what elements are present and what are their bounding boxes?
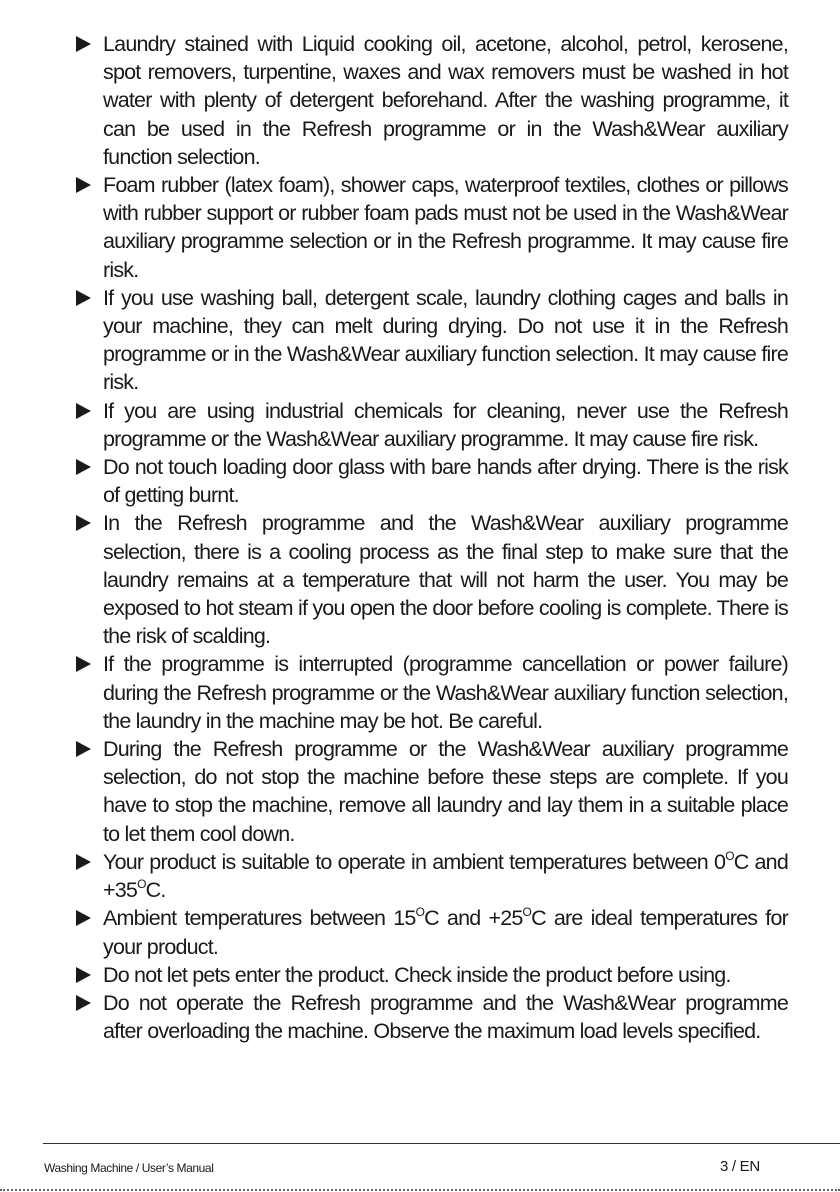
triangle-bullet-icon bbox=[76, 967, 91, 983]
bullet-text: Do not operate the Refresh programme and the Wash&Wear programme after overloading the machine. Observe the maximum load levels specified. bbox=[103, 990, 788, 1044]
bullet-item bbox=[76, 30, 788, 171]
triangle-bullet-icon bbox=[76, 854, 91, 870]
bullet-item bbox=[76, 904, 788, 960]
triangle-bullet-icon bbox=[76, 177, 91, 193]
footer-divider bbox=[43, 1143, 840, 1144]
bullet-item bbox=[76, 284, 788, 397]
bullet-item bbox=[76, 453, 788, 509]
degree-superscript: O bbox=[725, 848, 734, 863]
bullet-item bbox=[76, 848, 788, 904]
bullet-text: Foam rubber (latex foam), shower caps, waterproof textiles, clothes or pillows with rubber support or rubber foam pads must not be used in the Wash&Wear auxiliary programme selection or in the Refresh programme. It may cause fire risk. bbox=[103, 173, 788, 282]
triangle-bullet-icon bbox=[76, 995, 91, 1011]
bullet-item bbox=[76, 171, 788, 284]
bullet-item bbox=[76, 961, 788, 989]
bullet-text: During the Refresh programme or the Wash&Wear auxiliary programme selection, do not stop the machine before these steps are complete. If you have to stop the machine, remove all laundry and lay them in a suitable place to let them cool down. bbox=[103, 737, 788, 846]
bullet-text: Do not let pets enter the product. Check inside the product before using. bbox=[103, 962, 731, 987]
bullet-text bbox=[103, 850, 788, 902]
triangle-bullet-icon bbox=[76, 36, 91, 52]
bullet-text bbox=[103, 906, 788, 958]
triangle-bullet-icon bbox=[76, 515, 91, 531]
triangle-bullet-icon bbox=[76, 910, 91, 926]
bullet-text: If the programme is interrupted (programme cancellation or power failure) during the Refresh programme or the Wash&Wear auxiliary function selection, the laundry in the machine may be hot. Be careful. bbox=[103, 652, 788, 733]
page-bottom-dotted-edge bbox=[0, 1189, 840, 1191]
bullet-item bbox=[76, 509, 788, 650]
triangle-bullet-icon bbox=[76, 741, 91, 757]
bullet-text-part: C are ideal temperatures for your product. bbox=[103, 906, 788, 959]
triangle-bullet-icon bbox=[76, 656, 91, 672]
triangle-bullet-icon bbox=[76, 403, 91, 419]
safety-bullet-list bbox=[76, 30, 788, 1045]
triangle-bullet-icon bbox=[76, 459, 91, 475]
degree-superscript: O bbox=[415, 905, 425, 920]
degree-superscript: O bbox=[522, 905, 532, 920]
bullet-text-part: C and +25 bbox=[424, 906, 523, 931]
bullet-text: In the Refresh programme and the Wash&Wear auxiliary programme selection, there is a cooling process as the final step to make sure that the laundry remains at a temperature that will not harm the user. You may be exposed to hot steam if you open the door before cooling is complete. There is the risk of scalding. bbox=[103, 511, 788, 649]
degree-superscript: O bbox=[137, 876, 146, 891]
footer-page-number: 3 / EN bbox=[720, 1158, 760, 1175]
triangle-bullet-icon bbox=[76, 290, 91, 306]
bullet-item bbox=[76, 989, 788, 1045]
footer-manual-title: Washing Machine / User’s Manual bbox=[44, 1161, 214, 1175]
bullet-item bbox=[76, 735, 788, 848]
bullet-item bbox=[76, 397, 788, 453]
bullet-text: If you use washing ball, detergent scale, laundry clothing cages and balls in your machine, they can melt during drying. Do not use it in the Refresh programme or in the Wash&Wear auxiliary function selection. It may cause fire risk. bbox=[103, 285, 788, 395]
bullet-text: If you are using industrial chemicals for cleaning, never use the Refresh programme or the Wash&Wear auxiliary programme. It may cause fire risk. bbox=[103, 398, 788, 451]
bullet-item bbox=[76, 650, 788, 735]
bullet-text-part: C and +35 bbox=[103, 849, 788, 903]
bullet-text-part: Ambient temperatures between 15 bbox=[103, 906, 416, 931]
bullet-text-part: C. bbox=[145, 878, 166, 903]
bullet-text-part: Your product is suitable to operate in ambient temperatures between 0 bbox=[103, 849, 726, 874]
bullet-text: Do not touch loading door glass with bare hands after drying. There is the risk of getting burnt. bbox=[103, 455, 788, 508]
bullet-text: Laundry stained with Liquid cooking oil, acetone, alcohol, petrol, kerosene, spot removers, turpentine, waxes and wax removers must be washed in hot water with plenty of detergent beforehand. After the washing programme, it can be used in the Refresh programme or in the Wash&Wear auxiliary function selection. bbox=[103, 32, 788, 169]
